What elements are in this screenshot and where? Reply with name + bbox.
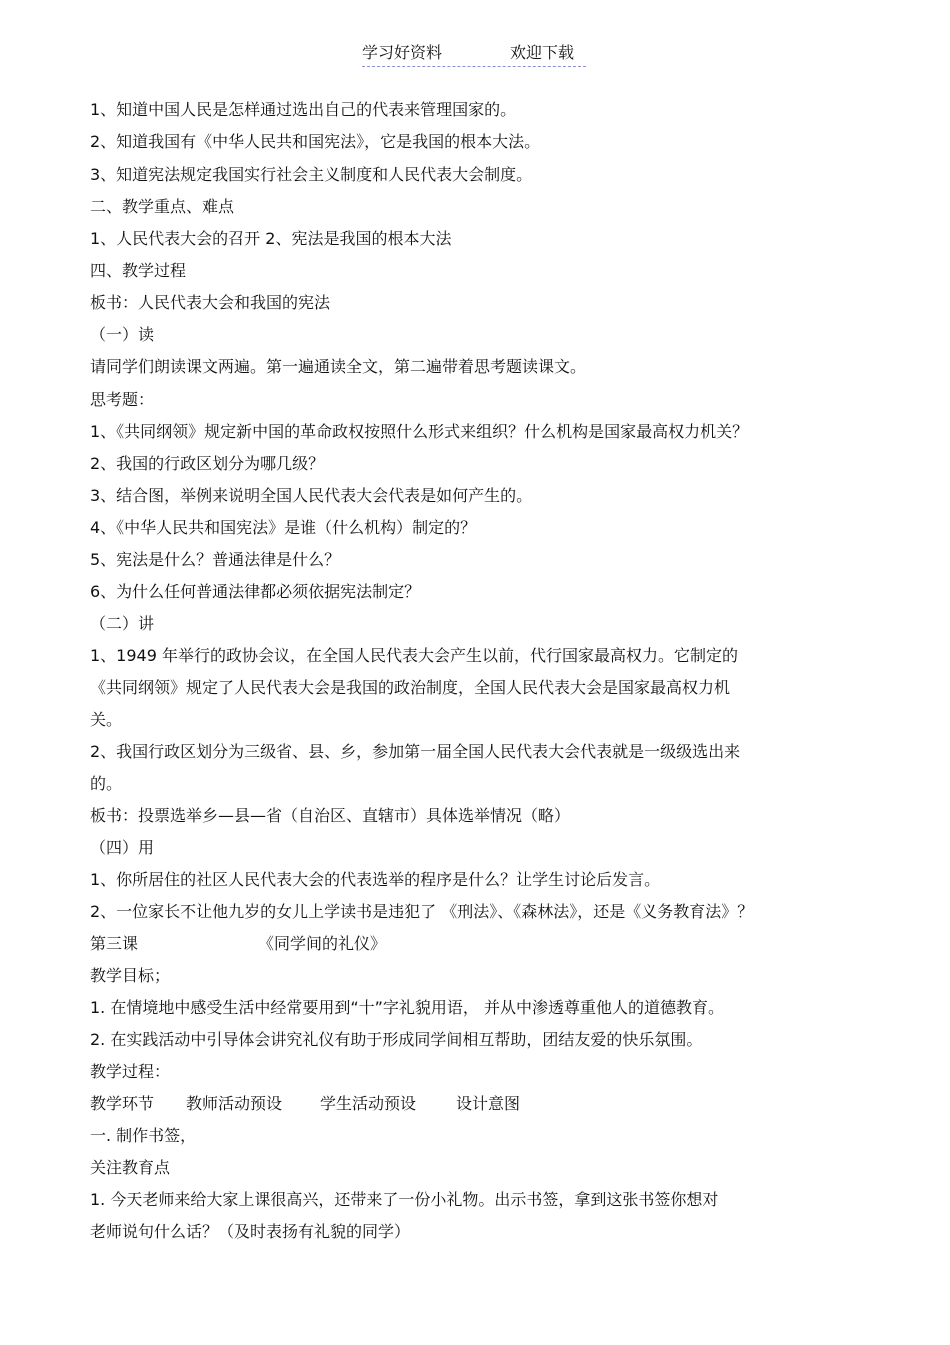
table-header-cell: 教学环节 [90, 1094, 155, 1113]
text-line: 6、为什么任何普通法律都必须依据宪法制定？ [90, 582, 421, 601]
page-header [362, 42, 586, 67]
text-line: 板书：人民代表大会和我国的宪法 [90, 293, 331, 312]
text-line: 关注教育点 [90, 1158, 171, 1177]
table-header-cell: 设计意图 [456, 1094, 521, 1113]
header-left: 学习好资料 [362, 43, 443, 62]
section-heading: 二、教学重点、难点 [90, 197, 235, 216]
table-header-cell: 教师活动预设 [186, 1094, 283, 1113]
text-line: 1. 在情境地中感受生活中经常要用到“十”字礼貌用语， 并从中渗透尊重他人的道德教育。 [90, 998, 725, 1017]
lesson-number: 第三课 [90, 934, 139, 953]
text-line: 老师说句什么话？（及时表扬有礼貌的同学） [90, 1222, 411, 1241]
sub-heading: （二）讲 [90, 614, 155, 633]
text-line: 板书：投票选举乡—县—省（自治区、直辖市）具体选举情况（略） [90, 806, 571, 825]
section-heading: 四、教学过程 [90, 261, 187, 280]
text-line: 3、知道宪法规定我国实行社会主义制度和人民代表大会制度。 [90, 165, 533, 184]
text-line: 2. 在实践活动中引导体会讲究礼仪有助于形成同学间相互帮助，团结友爱的快乐氛围。 [90, 1030, 703, 1049]
sub-heading: （一）读 [90, 325, 155, 344]
text-line: 2、一位家长不让他九岁的女儿上学读书是违犯了 《刑法》、《森林法》，还是《义务教育法》？ [90, 902, 754, 921]
text-line: 关。 [90, 710, 123, 729]
text-line: 教学目标； [90, 966, 171, 985]
header-right: 欢迎下载 [510, 43, 575, 62]
text-line: 2、知道我国有《中华人民共和国宪法》，它是我国的根本大法。 [90, 132, 541, 151]
lesson-title: 《同学间的礼仪》 [258, 934, 387, 953]
text-line: 3、结合图，举例来说明全国人民代表大会代表是如何产生的。 [90, 486, 533, 505]
text-line: 一. 制作书签， [90, 1126, 197, 1145]
lesson-title-line [90, 933, 910, 955]
text-line: 1、1949 年举行的政协会议，在全国人民代表大会产生以前，代行国家最高权力。它制定的 [90, 646, 738, 665]
table-header-cell: 学生活动预设 [320, 1094, 417, 1113]
text-line: 2、我国行政区划分为三级省、县、乡，参加第一届全国人民代表大会代表就是一级级选出来 [90, 742, 741, 761]
text-line: 请同学们朗读课文两遍。第一遍通读全文，第二遍带着思考题读课文。 [90, 357, 587, 376]
text-line: 1、《共同纲领》规定新中国的革命政权按照什么形式来组织？什么机构是国家最高权力机关？ [90, 422, 749, 441]
text-line: 《共同纲领》规定了人民代表大会是我国的政治制度，全国人民代表大会是国家最高权力机 [90, 678, 731, 697]
text-line: 思考题： [90, 390, 155, 409]
text-line: 2、我国的行政区划分为哪几级？ [90, 454, 325, 473]
text-line: 4、《中华人民共和国宪法》是谁（什么机构）制定的？ [90, 518, 477, 537]
text-line: 1、你所居住的社区人民代表大会的代表选举的程序是什么？让学生讨论后发言。 [90, 870, 661, 889]
text-line: 5、宪法是什么？普通法律是什么？ [90, 550, 341, 569]
text-line: 教学过程： [90, 1062, 171, 1081]
text-line: 1. 今天老师来给大家上课很高兴，还带来了一份小礼物。出示书签，拿到这张书签你想对 [90, 1190, 719, 1209]
text-line: 的。 [90, 774, 123, 793]
text-line: 1、人民代表大会的召开 2、宪法是我国的根本大法 [90, 229, 452, 248]
sub-heading: （四）用 [90, 838, 155, 857]
text-line: 1、知道中国人民是怎样通过选出自己的代表来管理国家的。 [90, 100, 517, 119]
